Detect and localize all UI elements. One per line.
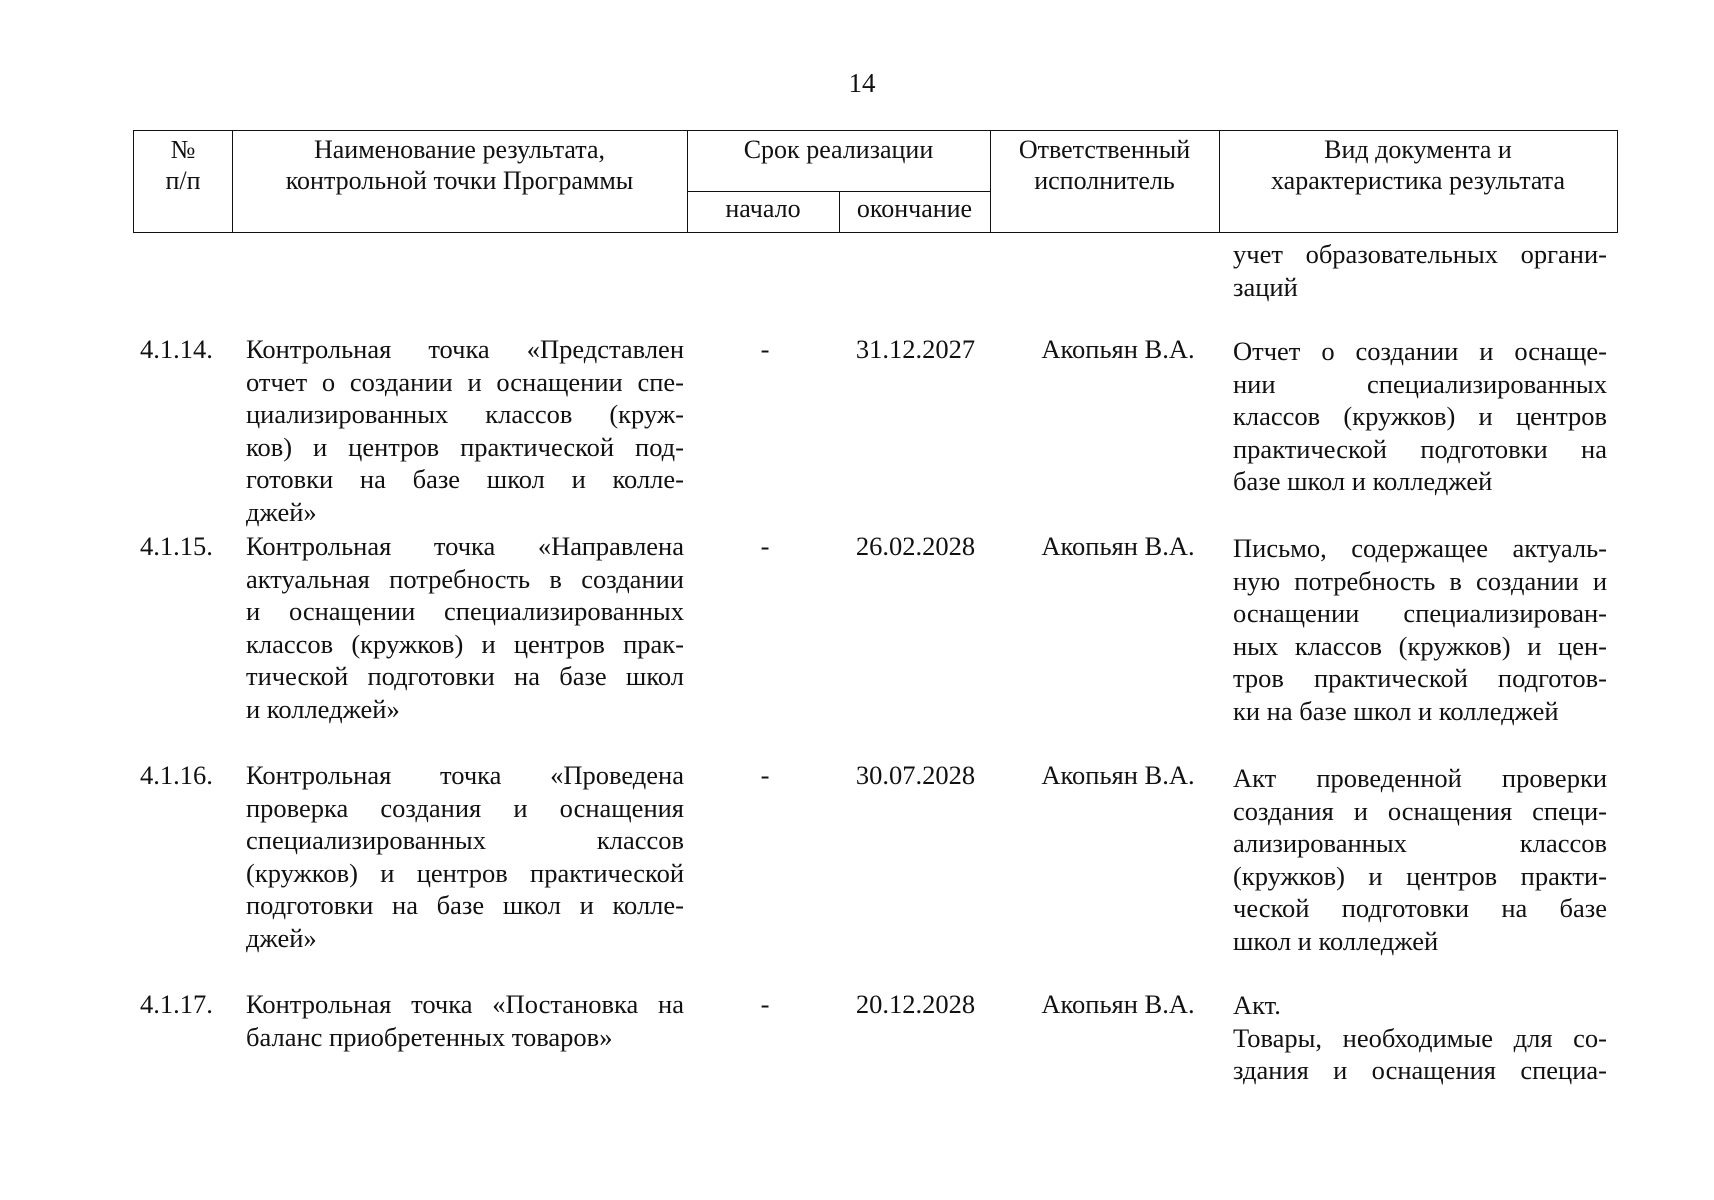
row-end: 20.12.2028 [855,989,976,1019]
row-start: - [760,989,770,1019]
row-name: Контрольная точка «Проведена проверка создания и оснащения специализированных классов (кружков) и центров практической подготовки на базе школ и колле- джей» [246,760,684,953]
row-document: Отчет о создании и оснаще- нии специализированных классов (кружков) и центров практической подготовки на базе школ и колледжей [1233,336,1607,497]
row-document: Письмо, содержащее актуаль- ную потребность в создании и оснащении специализирован- ных классов (кружков) и цен- тров практической подготов- ки на базе школ и колледжей [1233,533,1607,726]
row-divider [687,191,990,192]
row-start: - [760,760,770,790]
header-end: окончание [856,194,973,223]
row-responsible: Акопьян В.А. [1041,531,1195,561]
page-number: 14 [848,68,876,98]
header-document: Вид документа и характеристика результата [1271,135,1565,195]
header-start: начало [725,194,801,223]
row-number: 4.1.15. [140,531,213,561]
header-period: Срок реализации [743,135,934,164]
row-document: Акт проведенной проверки создания и оснащения специ- ализированных классов (кружков) и центров практи- ческой подготовки на базе школ и колледжей [1233,763,1607,956]
row-end: 26.02.2028 [855,531,976,561]
header-number: № п/п [165,135,201,195]
row-name: Контрольная точка «Направлена актуальная потребность в создании и оснащении специализированных классов (кружков) и центров прак- тической подготовки на базе школ и колледжей» [246,531,684,724]
row-name: Контрольная точка «Постановка на баланс приобретенных товаров» [246,989,684,1052]
row-start: - [760,531,770,561]
row-responsible: Акопьян В.А. [1041,760,1195,790]
row-responsible: Акопьян В.А. [1041,334,1195,364]
continuation-document: учет образовательных органи- заций [1233,239,1607,302]
row-document: Акт. Товары, необходимые для со- здания и оснащения специа- [1233,990,1607,1086]
header-name: Наименование результата, контрольной точки Программы [285,135,634,195]
row-number: 4.1.16. [140,760,213,790]
row-number: 4.1.17. [140,989,213,1019]
header-responsible: Ответственный исполнитель [1018,135,1191,195]
table-header [133,130,1618,233]
row-name: Контрольная точка «Представлен отчет о создании и оснащении спе- циализированных классов (круж- ков) и центров практической под- готовки на базе школ и колле- джей» [246,334,684,527]
row-end: 30.07.2028 [855,760,976,790]
row-end: 31.12.2027 [855,334,976,364]
row-number: 4.1.14. [140,334,213,364]
row-responsible: Акопьян В.А. [1041,989,1195,1019]
row-start: - [760,334,770,364]
